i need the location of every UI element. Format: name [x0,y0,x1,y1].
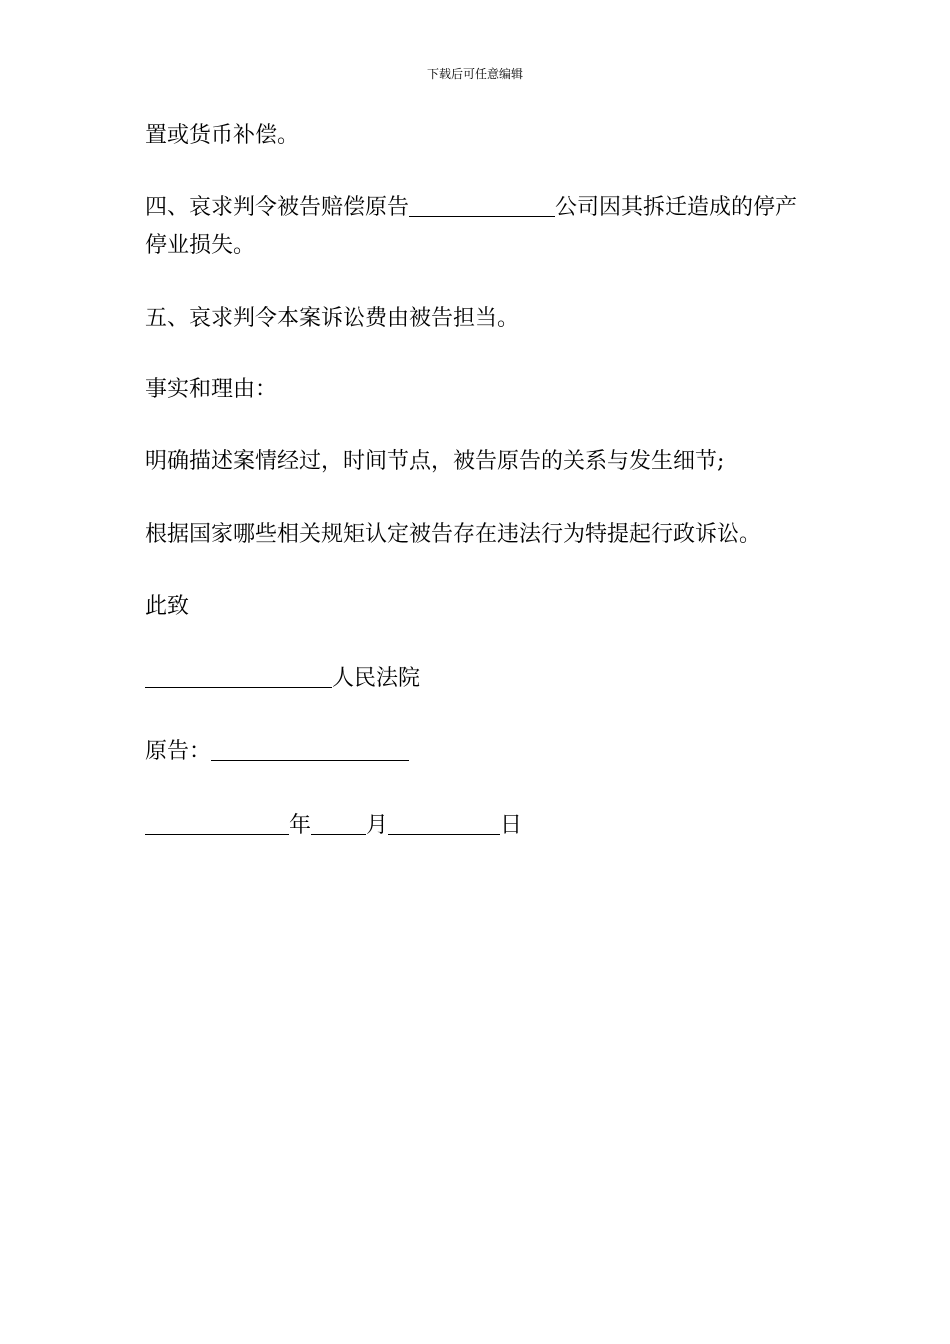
month-blank [311,812,366,835]
date-month-label: 月 [366,813,389,838]
plaintiff-line [145,734,409,770]
claim-four-prefix: 四、哀求判令被告赔偿原告 [145,195,410,220]
salutation: 此致 [145,594,190,619]
day-blank [388,812,500,835]
page-header-note: 下载后可任意编辑 [426,67,523,81]
paragraph-legal-basis: 根据国家哪些相关规矩认定被告存在违法行为特提起行政诉讼。 [145,522,762,547]
paragraph-claim-four [145,190,797,226]
year-blank [145,812,289,835]
facts-heading: 事实和理由： [145,377,278,402]
plaintiff-label: 原告： [145,739,212,764]
paragraph-compensation-end: 置或货币补偿。 [145,123,300,148]
date-line [145,808,522,844]
court-name-blank [145,665,332,688]
paragraph-claim-five: 五、哀求判令本案诉讼费由被告担当。 [145,306,520,331]
date-day-label: 日 [500,813,523,838]
date-year-label: 年 [289,813,312,838]
paragraph-facts: 明确描述案情经过，时间节点，被告原告的关系与发生细节; [145,449,725,474]
paragraph-claim-four-line2: 停业损失。 [145,233,256,258]
claim-four-suffix: 公司因其拆迁造成的停产 [555,195,798,220]
plaintiff-name-blank [211,738,409,761]
company-name-blank [409,194,555,217]
court-line [145,661,420,697]
court-suffix: 人民法院 [332,666,421,691]
